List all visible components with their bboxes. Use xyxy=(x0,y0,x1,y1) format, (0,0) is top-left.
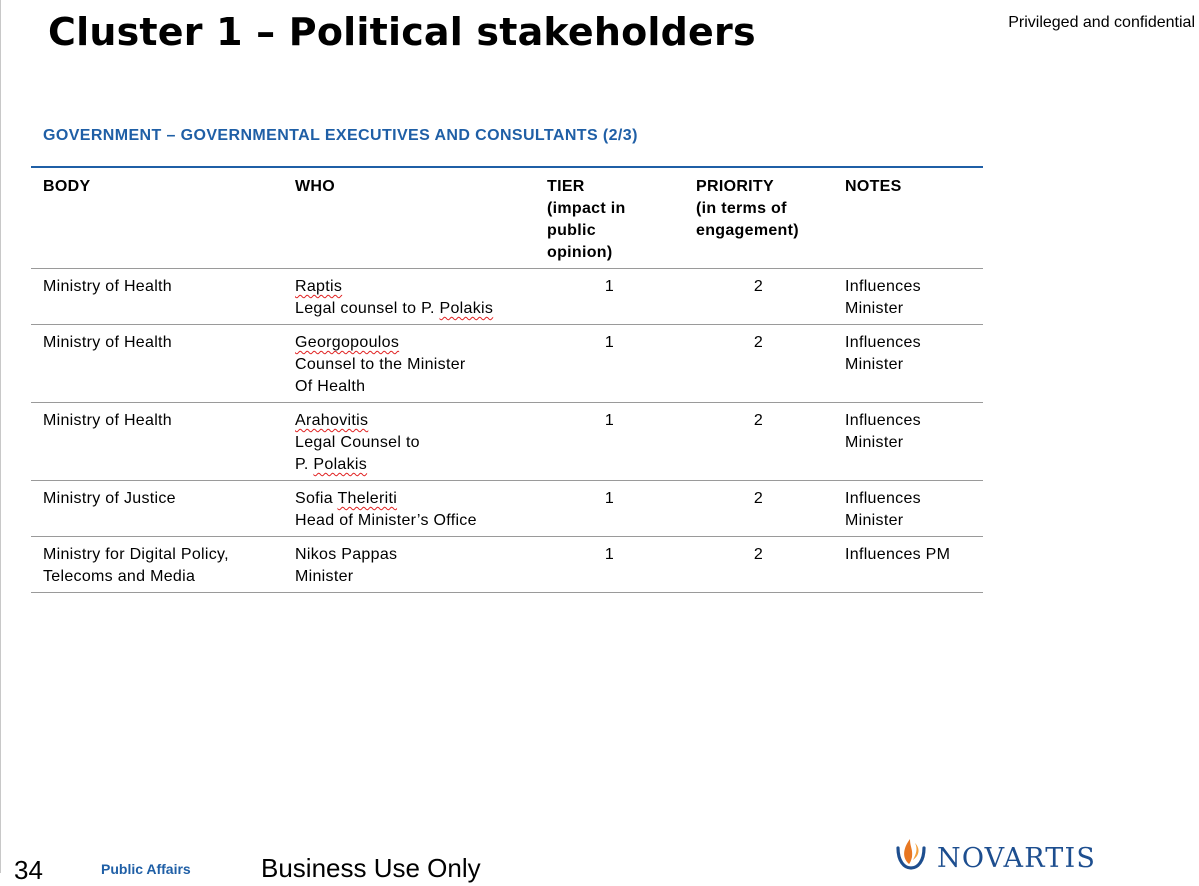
who-role: Counsel to the Minister Of Health xyxy=(295,356,466,395)
who-name: Raptis xyxy=(295,278,343,295)
cell-who xyxy=(283,537,535,593)
cell-tier: 1 xyxy=(604,412,615,429)
who-role-surname: Polakis xyxy=(439,300,494,317)
novartis-flame-icon xyxy=(895,834,927,870)
table-row xyxy=(31,269,983,325)
who-last-name: Theleriti xyxy=(337,490,398,507)
cell-body: Ministry of Health xyxy=(43,334,172,351)
cell-tier: 1 xyxy=(604,490,615,507)
cell-tier: 1 xyxy=(604,278,615,295)
cell-body: Ministry of Health xyxy=(43,412,172,429)
who-role: Minister xyxy=(295,568,354,585)
cell-notes: Influences Minister xyxy=(845,412,921,451)
column-header-body: BODY xyxy=(43,178,91,195)
table-row xyxy=(31,481,983,537)
who-role: Legal counsel to P. xyxy=(295,300,440,317)
cell-notes: Influences Minister xyxy=(845,334,921,373)
who-role: Legal Counsel to P. xyxy=(295,434,420,473)
cell-who xyxy=(283,481,535,537)
cell-body: Ministry for Digital Policy, Telecoms and Media xyxy=(43,546,229,585)
cell-priority: 2 xyxy=(753,278,764,295)
column-header-notes: NOTES xyxy=(845,178,902,195)
confidentiality-label: Privileged and confidential xyxy=(1008,14,1195,31)
cell-tier: 1 xyxy=(604,334,615,351)
table-header-row xyxy=(31,167,983,269)
slide-title: Cluster 1 – Political stakeholders xyxy=(48,10,756,54)
column-header-tier: TIER (impact in public opinion) xyxy=(547,178,626,261)
who-name: Nikos Pappas xyxy=(295,546,398,563)
cell-body: Ministry of Health xyxy=(43,278,172,295)
column-header-who: WHO xyxy=(295,178,336,195)
cell-priority: 2 xyxy=(753,412,764,429)
slide-left-edge xyxy=(0,0,1,873)
cell-priority: 2 xyxy=(753,334,764,351)
table-row xyxy=(31,537,983,593)
who-role-surname: Polakis xyxy=(313,456,368,473)
page-number: 34 xyxy=(14,855,43,885)
who-first-name: Sofia xyxy=(295,490,338,507)
department-label: Public Affairs xyxy=(101,861,191,877)
cell-body: Ministry of Justice xyxy=(43,490,176,507)
column-header-priority: PRIORITY (in terms of engagement) xyxy=(696,178,799,239)
section-heading: GOVERNMENT – GOVERNMENTAL EXECUTIVES AND CONSULTANTS (2/3) xyxy=(43,127,638,144)
cell-notes: Influences PM xyxy=(845,546,951,563)
novartis-logo xyxy=(895,834,1096,873)
cell-notes: Influences Minister xyxy=(845,278,921,317)
table-row xyxy=(31,325,983,403)
who-name: Georgopoulos xyxy=(295,334,400,351)
cell-who xyxy=(283,325,535,403)
who-role: Head of Minister’s Office xyxy=(295,512,477,529)
stakeholder-table xyxy=(31,166,983,593)
cell-tier: 1 xyxy=(604,546,615,563)
classification-label: Business Use Only xyxy=(261,853,481,883)
cell-who xyxy=(283,403,535,481)
table-row xyxy=(31,403,983,481)
logo-wordmark: NOVARTIS xyxy=(937,843,1097,874)
cell-notes: Influences Minister xyxy=(845,490,921,529)
cell-priority: 2 xyxy=(753,546,764,563)
cell-who xyxy=(283,269,535,325)
who-name: Arahovitis xyxy=(295,412,369,429)
cell-priority: 2 xyxy=(753,490,764,507)
